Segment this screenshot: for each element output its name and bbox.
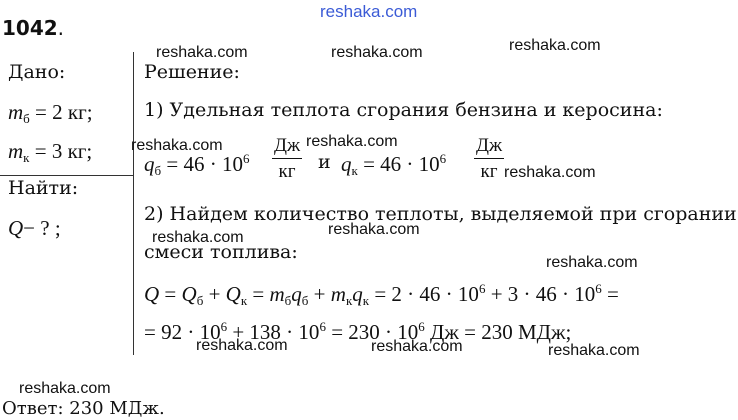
given-heading: Дано:: [8, 61, 66, 83]
problem-number-value: 1042: [2, 16, 58, 40]
eq1-qk: Q: [225, 282, 241, 306]
eq1-mb-sub: б: [284, 293, 292, 308]
eq1-exp-1: 6: [478, 281, 486, 296]
unit-fraction-2-den: кг: [480, 161, 498, 182]
watermark: reshaka.com: [196, 337, 288, 354]
eq1-qb-sub: б: [196, 293, 204, 308]
heat-value-kerosene-exp: 6: [439, 151, 447, 166]
heat-value-kerosene-symbol: q: [341, 152, 352, 176]
answer: Ответ: 230 МДж.: [2, 398, 165, 419]
find-heat-symbol: Q: [8, 216, 24, 240]
given-mass-kerosene: [8, 139, 92, 166]
eq2-c: = 230 · 10: [325, 320, 419, 344]
watermark-top: reshaka.com: [320, 2, 418, 21]
unit-fraction-2: [474, 135, 504, 183]
eq1-qqk-sub: к: [362, 293, 370, 308]
eq1-rhs: = 2 · 46 · 10: [374, 282, 479, 306]
heat-value-petrol-symbol: q: [144, 152, 155, 176]
watermark: reshaka.com: [371, 338, 463, 355]
watermark: reshaka.com: [328, 221, 420, 238]
eq2-exp-1: 6: [220, 319, 228, 334]
heat-value-kerosene-sub: к: [351, 163, 358, 178]
watermark: reshaka.com: [152, 229, 244, 246]
eq1-eq: =: [164, 282, 177, 306]
given-mass-petrol-value: = 2 кг;: [35, 100, 93, 124]
conjunction: и: [318, 151, 331, 173]
problem-number: [2, 16, 64, 40]
watermark: reshaka.com: [548, 342, 640, 359]
heat-value-petrol-sub: б: [154, 163, 162, 178]
eq2-b: + 138 · 10: [227, 320, 320, 344]
given-mass-kerosene-symbol: m: [8, 139, 24, 163]
heat-value-kerosene: [341, 151, 446, 179]
eq2-exp-3: 6: [418, 319, 425, 334]
eq2-d: Дж = 230 МДж;: [424, 320, 572, 344]
eq1-qb: Q: [181, 282, 197, 306]
eq1-qqk: q: [352, 282, 363, 306]
given-divider-horizontal: [0, 175, 133, 176]
eq1-mk-sub: к: [345, 293, 353, 308]
heat-value-kerosene-value: = 46 · 10: [363, 152, 440, 176]
eq1-qk-sub: к: [240, 293, 248, 308]
watermark: reshaka.com: [19, 380, 111, 397]
problem-number-dot: .: [57, 16, 65, 40]
solution-step-1: 1) Удельная теплота сгорания бензина и керосина:: [144, 99, 663, 121]
watermark: reshaka.com: [504, 164, 596, 181]
heat-value-petrol: [144, 151, 249, 179]
find-heat-rest: − ? ;: [23, 216, 61, 240]
eq1-mb: m: [269, 282, 285, 306]
eq2-a: = 92 · 10: [144, 320, 221, 344]
eq1-exp-2: 6: [595, 281, 602, 296]
eq1-end: =: [601, 282, 619, 306]
unit-fraction-1-num: Дж: [272, 135, 302, 159]
watermark: reshaka.com: [156, 44, 248, 61]
eq1-q: Q: [144, 282, 160, 306]
find-heat: [8, 216, 61, 241]
solution-step-2-line-2: смеси топлива:: [144, 241, 298, 263]
watermark: reshaka.com: [306, 133, 398, 150]
unit-fraction-1-den: кг: [278, 161, 296, 182]
watermark: reshaka.com: [331, 44, 423, 61]
equation-line-1: [144, 281, 619, 309]
heat-value-petrol-value: = 46 · 10: [166, 152, 243, 176]
given-divider-vertical: [133, 52, 134, 355]
unit-fraction-2-num: Дж: [474, 135, 504, 159]
eq1-plus-1: +: [208, 282, 221, 306]
eq1-qqb: q: [291, 282, 302, 306]
given-mass-petrol: [8, 100, 93, 127]
eq1-mid: + 3 · 46 · 10: [485, 282, 596, 306]
unit-fraction-1: [272, 135, 302, 183]
watermark: reshaka.com: [509, 37, 601, 54]
eq1-qqb-sub: б: [301, 293, 309, 308]
watermark: reshaka.com: [546, 254, 638, 271]
watermark: reshaka.com: [131, 137, 223, 154]
heat-value-petrol-exp: 6: [242, 151, 250, 166]
eq1-eq-2: =: [252, 282, 265, 306]
given-mass-kerosene-sub: к: [23, 150, 30, 165]
given-mass-petrol-symbol: m: [8, 100, 24, 124]
eq1-mk: m: [330, 282, 346, 306]
eq1-plus-2: +: [313, 282, 326, 306]
eq2-exp-2: 6: [319, 319, 326, 334]
given-mass-petrol-sub: б: [23, 111, 30, 126]
find-heading: Найти:: [8, 177, 79, 199]
given-mass-kerosene-value: = 3 кг;: [34, 139, 93, 163]
solution-heading: Решение:: [144, 61, 240, 83]
solution-step-2-line-1: 2) Найдем количество теплоты, выделяемой при сгорании: [144, 203, 737, 225]
